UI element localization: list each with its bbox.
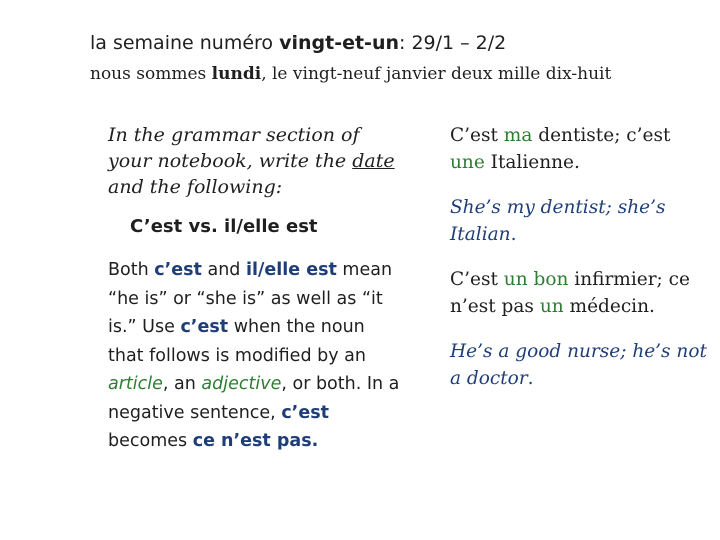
english-translation: [450, 341, 707, 389]
para-text: mean “he is” or “she is” as well as “it is.” Use: [108, 260, 393, 337]
para-text: , or both. In a negative sentence,: [108, 374, 400, 423]
example-text: médecin.: [563, 296, 655, 317]
example-item: [428, 266, 708, 320]
instruction-text: [108, 122, 400, 200]
english-translation: [450, 197, 666, 245]
instruction-underlined-word: date: [352, 150, 395, 172]
examples-list: [428, 122, 708, 410]
french-example: [450, 125, 670, 173]
para-keyword: il/elle est: [245, 260, 337, 280]
instruction-part: In the grammar section of your notebook, write the: [108, 124, 360, 172]
week-dates: : 29/1 – 2/2: [399, 32, 507, 54]
example-determiner: une: [450, 152, 485, 173]
example-text: Italienne.: [484, 152, 580, 173]
example-text: C’est: [450, 269, 504, 290]
example-item: [428, 122, 708, 176]
example-determiner: un: [539, 296, 564, 317]
divider: [84, 101, 714, 102]
para-keyword: c’est: [180, 317, 229, 337]
week-title-prefix: la semaine numéro: [90, 32, 280, 54]
grammar-explanation: [108, 256, 400, 456]
french-example: [450, 269, 690, 317]
grammar-subheading: [130, 214, 400, 240]
week-title: [90, 32, 506, 54]
date-line: [90, 64, 611, 84]
example-determiner: un bon: [503, 269, 569, 290]
subheading-text: C’est vs. il/elle est: [130, 216, 318, 237]
instruction-part-end: and the following:: [108, 176, 283, 198]
date-line-prefix: nous sommes: [90, 64, 212, 84]
para-keyword: ce n’est pas.: [192, 431, 319, 451]
day-name: lundi: [211, 64, 262, 84]
para-text: and: [201, 260, 246, 280]
example-item: [428, 338, 708, 392]
example-text: C’est: [450, 125, 504, 146]
translation-text: He’s a good nurse; he’s not a doctor: [450, 341, 707, 389]
example-determiner: ma: [503, 125, 533, 146]
translation-text: She’s my dentist; she’s Italian: [450, 197, 666, 245]
para-term: article: [108, 374, 163, 394]
example-item: [428, 194, 708, 248]
date-line-suffix: , le vingt-neuf janvier deux mille dix-huit: [261, 64, 612, 84]
translation-period: .: [510, 224, 517, 245]
example-text: infirmier; ce n’est pas: [450, 269, 690, 317]
para-keyword: c’est: [281, 402, 329, 423]
para-keyword: c’est: [154, 260, 202, 280]
para-term: adjective: [201, 374, 282, 394]
translation-period: .: [527, 368, 534, 389]
para-text: Both: [108, 260, 155, 280]
left-column: [108, 122, 400, 456]
week-number: vingt-et-un: [279, 32, 399, 54]
para-text: , an: [162, 374, 202, 394]
example-text: dentiste; c’est: [532, 125, 671, 146]
para-text: becomes: [108, 431, 193, 451]
para-text: when the noun that follows is modified by an: [108, 317, 366, 366]
